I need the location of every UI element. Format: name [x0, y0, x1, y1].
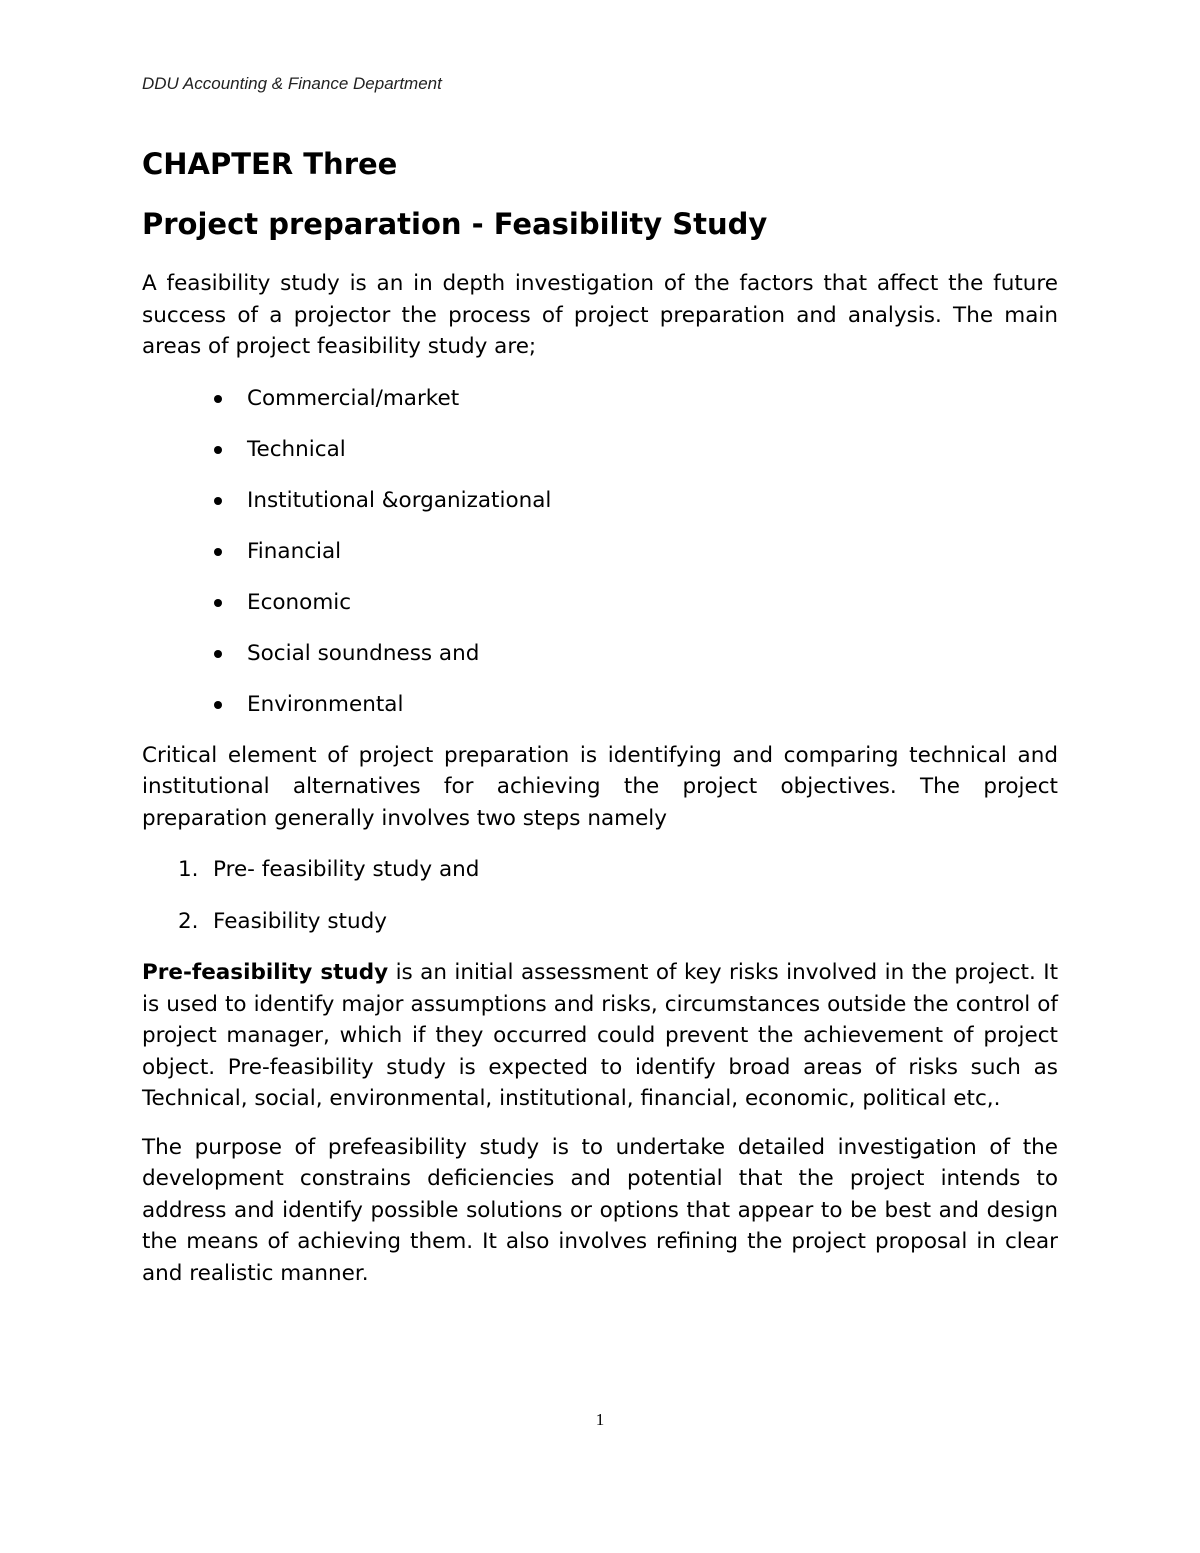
- page-header: DDU Accounting & Finance Department: [142, 74, 442, 93]
- list-item: [142, 485, 1058, 517]
- section-title: Project preparation - Feasibility Study: [142, 207, 768, 241]
- list-item: [142, 383, 1058, 415]
- feasibility-areas-list: [142, 383, 1058, 721]
- list-item-label: Institutional &organizational: [247, 487, 552, 513]
- bullet-icon: [214, 446, 222, 454]
- bullet-icon: [214, 650, 222, 658]
- list-item: [142, 689, 1058, 721]
- critical-element-paragraph: Critical element of project preparation is identifying and comparing technical and institutional alternatives for achieving the project objectives. The project preparation generally involves two steps namely: [142, 742, 1058, 831]
- page-number: 1: [595, 1410, 605, 1429]
- list-item: [142, 906, 1058, 938]
- list-item: [142, 434, 1058, 466]
- bullet-icon: [214, 701, 222, 709]
- list-item-label: Social soundness and: [247, 640, 480, 666]
- step-number: 1.: [178, 857, 199, 882]
- list-item-label: Environmental: [247, 691, 404, 717]
- purpose-paragraph: The purpose of prefeasibility study is to undertake detailed investigation of the development constrains deficiencies and potential that the project intends to address and identify possible solutions or options that appear to be best and design the means of achieving them. It also involves refining the project proposal in clear and realistic manner.: [142, 1134, 1058, 1286]
- list-item-label: Financial: [247, 538, 342, 564]
- bullet-icon: [214, 548, 222, 556]
- chapter-title: CHAPTER Three: [142, 147, 398, 181]
- list-item: [142, 536, 1058, 568]
- step-label: Feasibility study: [213, 908, 387, 934]
- steps-list: [142, 854, 1058, 937]
- prefeasibility-text: is an initial assessment of key risks involved in the project. It is used to identify major assumptions and risks, circumstances outside the control of project manager, which if they occurred could prevent the achievement of project object. Pre-feasibility study is expected to identify broad areas of risks such as Technical, social, environmental, institutional, financial, economic, political etc,.: [142, 960, 1058, 1111]
- list-item-label: Technical: [247, 436, 346, 462]
- bullet-icon: [214, 599, 222, 607]
- prefeasibility-paragraph: [142, 957, 1058, 1115]
- prefeasibility-term: Pre-feasibility study: [142, 960, 389, 985]
- step-number: 2.: [178, 908, 199, 934]
- list-item: [142, 854, 1058, 886]
- step-label: Pre- feasibility study and: [213, 857, 480, 882]
- page-content: [142, 142, 1058, 1289]
- bullet-icon: [214, 497, 222, 505]
- list-item: [142, 587, 1058, 619]
- intro-paragraph: A feasibility study is an in depth investigation of the factors that affect the future success of a projector the process of project preparation and analysis. The main areas of project feasibility study are;: [142, 271, 1058, 359]
- list-item: [142, 638, 1058, 670]
- list-item-label: Economic: [247, 589, 352, 615]
- list-item-label: Commercial/market: [247, 385, 460, 411]
- bullet-icon: [214, 395, 222, 403]
